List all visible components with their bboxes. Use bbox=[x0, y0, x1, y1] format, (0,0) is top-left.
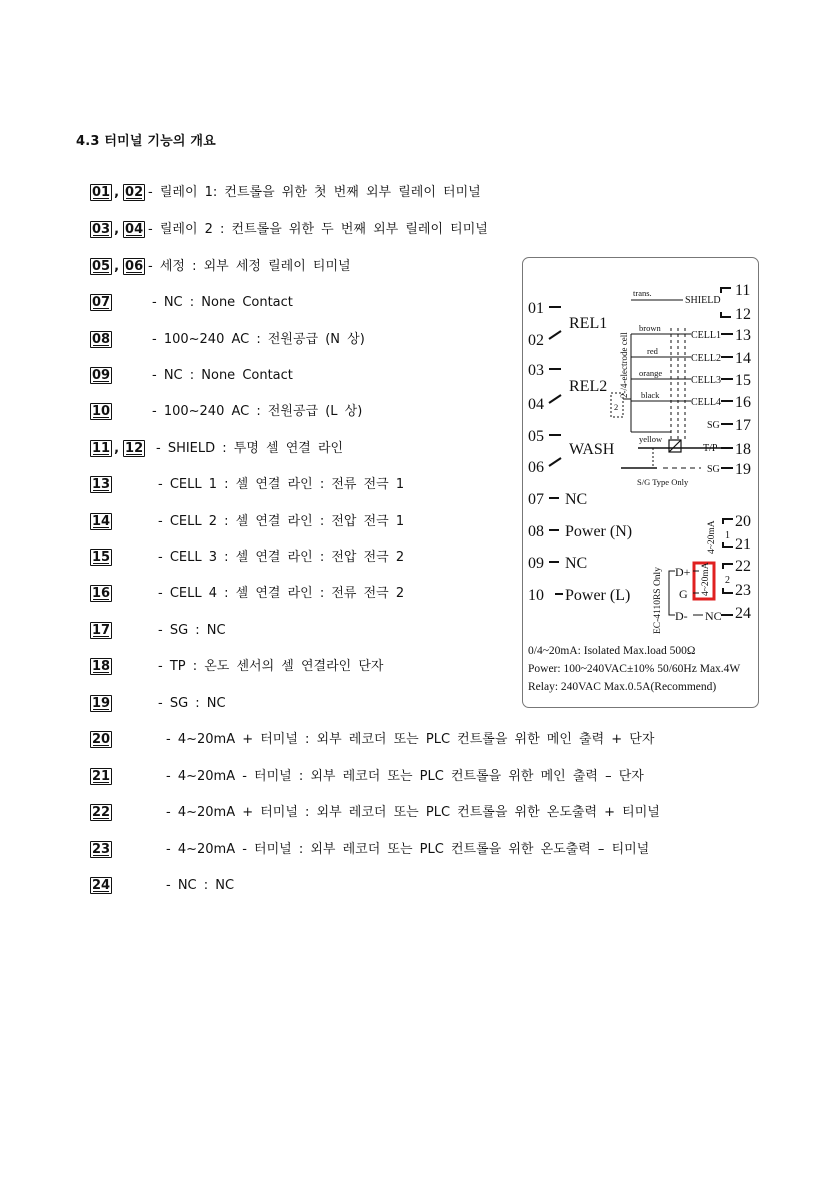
terminal-number-tag: 03 bbox=[92, 222, 111, 237]
diagram-left-05: 05 bbox=[528, 428, 544, 445]
terminal-row bbox=[90, 512, 405, 532]
diagram-sg-type: S/G Type Only bbox=[637, 477, 689, 487]
terminal-number-tag: 10 bbox=[92, 404, 111, 419]
diagram-cell4: CELL4 bbox=[691, 397, 721, 408]
diagram-right-21: 21 bbox=[735, 536, 751, 553]
diagram-note-2: Power: 100~240VAC±10% 50/60Hz Max.4W bbox=[528, 663, 741, 675]
terminal-description: - NC : None Contact bbox=[152, 295, 293, 310]
diagram-nc-07: NC bbox=[565, 491, 588, 508]
terminal-row bbox=[90, 183, 481, 203]
terminal-row bbox=[90, 584, 405, 604]
diagram-power-l: Power (L) bbox=[565, 587, 631, 604]
terminal-row bbox=[90, 330, 365, 350]
terminal-number-tag: 13 bbox=[92, 477, 111, 492]
terminal-description: - CELL 3 : 셀 연결 라인 : 전압 전극 2 bbox=[158, 550, 405, 565]
terminal-number-tag: 02 bbox=[125, 185, 144, 200]
terminal-row bbox=[90, 220, 488, 240]
terminal-row bbox=[90, 803, 660, 823]
terminal-number-tag: 18 bbox=[92, 659, 111, 674]
terminal-number-tag: 19 bbox=[92, 696, 111, 711]
terminal-row bbox=[90, 840, 650, 860]
terminal-row bbox=[90, 621, 226, 641]
diagram-note-3: Relay: 240VAC Max.0.5A(Recommend) bbox=[528, 681, 717, 693]
diagram-ma-label: 4~20mA bbox=[707, 520, 717, 554]
terminal-number-tag: 21 bbox=[92, 769, 111, 784]
terminal-number-tag: 12 bbox=[125, 441, 144, 456]
diagram-note-1: 0/4~20mA: Isolated Max.load 500Ω bbox=[528, 645, 696, 657]
diagram-wire-brown: brown bbox=[639, 323, 661, 333]
diagram-left-07: 07 bbox=[528, 491, 544, 508]
terminal-row bbox=[90, 475, 405, 495]
diagram-right-23: 23 bbox=[735, 582, 751, 599]
terminal-description: - NC : NC bbox=[166, 878, 235, 893]
diagram-right-24: 24 bbox=[735, 605, 751, 622]
terminal-description: - SG : NC bbox=[158, 623, 226, 638]
terminal-description: - 4~20mA + 터미널 : 외부 레코더 또는 PLC 컨트롤을 위한 온도출력 + 티미널 bbox=[166, 805, 660, 820]
terminal-description: - 4~20mA - 터미널 : 외부 레코더 또는 PLC 컨트롤을 위한 온도출력 – 티미널 bbox=[166, 842, 650, 857]
wiring-diagram bbox=[522, 257, 759, 708]
diagram-trans: trans. bbox=[633, 288, 652, 298]
diagram-right-20: 20 bbox=[735, 513, 751, 530]
diagram-left-04: 04 bbox=[528, 396, 544, 413]
terminal-row bbox=[90, 402, 363, 422]
terminal-row bbox=[90, 293, 293, 313]
terminal-row bbox=[90, 257, 351, 277]
diagram-left-03: 03 bbox=[528, 362, 544, 379]
diagram-cell3: CELL3 bbox=[691, 375, 721, 386]
diagram-left-08: 08 bbox=[528, 523, 544, 540]
section-heading: 4.3 터미널 기능의 개요 bbox=[76, 134, 216, 149]
terminal-description: - 4~20mA + 터미널 : 외부 레코더 또는 PLC 컨트롤을 위한 메인 출력 + 단자 bbox=[166, 732, 655, 747]
terminal-number-tag: 06 bbox=[125, 259, 144, 274]
terminal-row bbox=[90, 366, 293, 386]
diagram-nc-24: NC bbox=[705, 609, 722, 623]
diagram-right-18: 18 bbox=[735, 441, 751, 458]
terminal-description: - CELL 1 : 셀 연결 라인 : 전류 전극 1 bbox=[158, 477, 405, 492]
diagram-right-15: 15 bbox=[735, 372, 751, 389]
diagram-wire-orange: orange bbox=[639, 368, 663, 378]
diagram-wire-black: black bbox=[641, 390, 660, 400]
diagram-ec-label: EC-4110RS Only bbox=[653, 567, 663, 634]
diagram-nc-09: NC bbox=[565, 555, 588, 572]
terminal-description: - 릴레이 1: 컨트롤을 위한 첫 번째 외부 릴레이 터미널 bbox=[148, 185, 481, 200]
diagram-left-10: 10 bbox=[528, 587, 544, 604]
diagram-ma-boxed: 4~20mA bbox=[701, 562, 711, 596]
diagram-cell-label: 2-/4-electrode cell bbox=[619, 332, 629, 398]
diagram-rel2: REL2 bbox=[569, 378, 608, 395]
terminal-number-tag: 22 bbox=[92, 805, 111, 820]
terminal-description: - 100~240 AC : 전원공급 (N 상) bbox=[152, 332, 365, 347]
diagram-num-1: 1 bbox=[725, 530, 730, 541]
terminal-number-tag: 16 bbox=[92, 586, 111, 601]
diagram-left-06: 06 bbox=[528, 459, 544, 476]
diagram-right-16: 16 bbox=[735, 394, 751, 411]
terminal-description: - CELL 2 : 셀 연결 라인 : 전압 전극 1 bbox=[158, 514, 405, 529]
tag-separator: , bbox=[114, 222, 120, 237]
terminal-number-tag: 11 bbox=[92, 441, 111, 456]
diagram-tp: T/P bbox=[703, 443, 718, 454]
terminal-description: - 릴레이 2 : 컨트롤을 위한 두 번째 외부 릴레이 티미널 bbox=[148, 222, 488, 237]
terminal-description: - CELL 4 : 셀 연결 라인 : 전류 전극 2 bbox=[158, 586, 405, 601]
diagram-rel1: REL1 bbox=[569, 315, 608, 332]
terminal-row bbox=[90, 439, 344, 459]
tag-separator: , bbox=[114, 259, 120, 274]
diagram-left-01: 01 bbox=[528, 300, 544, 317]
terminal-number-tag: 20 bbox=[92, 732, 111, 747]
terminal-number-tag: 15 bbox=[92, 550, 111, 565]
diagram-right-11: 11 bbox=[735, 282, 751, 299]
terminal-row bbox=[90, 730, 655, 750]
terminal-number-tag: 09 bbox=[92, 368, 111, 383]
diagram-wash: WASH bbox=[569, 441, 615, 458]
terminal-number-tag: 14 bbox=[92, 514, 111, 529]
terminal-row bbox=[90, 876, 235, 896]
diagram-right-22: 22 bbox=[735, 558, 751, 575]
terminal-number-tag: 24 bbox=[92, 878, 111, 893]
terminal-description: - 세정 : 외부 세정 릴레이 티미널 bbox=[148, 259, 351, 274]
terminal-number-tag: 07 bbox=[92, 295, 111, 310]
terminal-number-tag: 05 bbox=[92, 259, 111, 274]
diagram-left-09: 09 bbox=[528, 555, 544, 572]
terminal-number-tag: 01 bbox=[92, 185, 111, 200]
diagram-right-12: 12 bbox=[735, 306, 751, 323]
diagram-cell1: CELL1 bbox=[691, 330, 721, 341]
terminal-description: - TP : 온도 센서의 셀 연결라인 단자 bbox=[158, 659, 384, 674]
terminal-row bbox=[90, 694, 226, 714]
diagram-dminus: D- bbox=[675, 609, 688, 623]
tag-separator: , bbox=[114, 441, 120, 456]
terminal-row bbox=[90, 657, 384, 677]
terminal-description: - 4~20mA - 터미널 : 외부 레코더 또는 PLC 컨트롤을 위한 메인 출력 – 단자 bbox=[166, 769, 644, 784]
tag-separator: , bbox=[114, 185, 120, 200]
diagram-sg-17: SG bbox=[707, 420, 720, 431]
terminal-description: - SHIELD : 투명 셀 연결 라인 bbox=[156, 441, 344, 456]
diagram-left-02: 02 bbox=[528, 332, 544, 349]
terminal-number-tag: 08 bbox=[92, 332, 111, 347]
diagram-right-17: 17 bbox=[735, 417, 751, 434]
diagram-power-n: Power (N) bbox=[565, 523, 633, 540]
diagram-shield: SHIELD bbox=[685, 295, 721, 306]
diagram-g: G bbox=[679, 587, 688, 601]
terminal-description: - SG : NC bbox=[158, 696, 226, 711]
diagram-right-13: 13 bbox=[735, 327, 751, 344]
terminal-number-tag: 17 bbox=[92, 623, 111, 638]
diagram-cell2: CELL2 bbox=[691, 353, 721, 364]
diagram-sg-19: SG bbox=[707, 464, 720, 475]
diagram-num-2: 2 bbox=[725, 575, 730, 586]
terminal-number-tag: 04 bbox=[125, 222, 144, 237]
terminal-row bbox=[90, 548, 405, 568]
diagram-minus-box: 2 bbox=[614, 402, 619, 412]
diagram-dplus: D+ bbox=[675, 565, 691, 579]
diagram-right-14: 14 bbox=[735, 350, 751, 367]
diagram-wire-red: red bbox=[647, 346, 658, 356]
diagram-right-19: 19 bbox=[735, 461, 751, 478]
terminal-description: - 100~240 AC : 전원공급 (L 상) bbox=[152, 404, 363, 419]
terminal-description: - NC : None Contact bbox=[152, 368, 293, 383]
terminal-number-tag: 23 bbox=[92, 842, 111, 857]
terminal-row bbox=[90, 767, 644, 787]
diagram-wire-yellow: yellow bbox=[639, 434, 663, 444]
